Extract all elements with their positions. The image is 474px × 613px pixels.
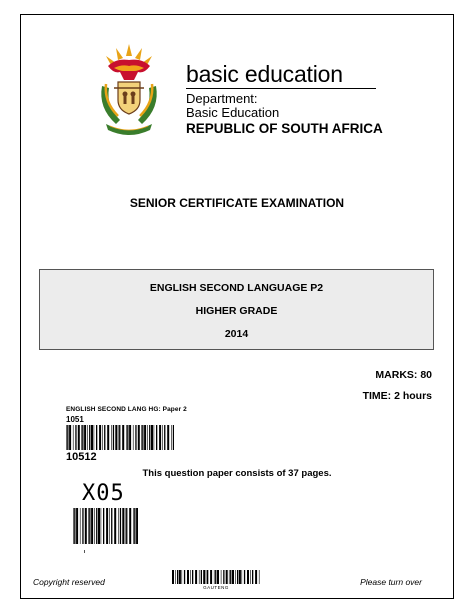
barcode-bar — [104, 425, 105, 450]
barcode-bar — [252, 570, 253, 584]
barcode-bar — [67, 425, 68, 450]
country-name: REPUBLIC OF SOUTH AFRICA — [186, 121, 383, 136]
barcode-bar — [78, 425, 80, 450]
barcode-bar — [74, 508, 75, 544]
copyright-notice: Copyright reserved — [33, 577, 105, 587]
barcode-bar — [81, 425, 82, 450]
barcode-bar — [73, 508, 74, 544]
barcode-bar — [226, 570, 228, 584]
barcode-bar — [133, 508, 134, 544]
barcode-bar — [179, 570, 181, 584]
footer-barcode-text: GAUTENG — [203, 585, 229, 590]
barcode-bar — [94, 508, 95, 544]
barcode-bar — [94, 425, 95, 450]
barcode-bar — [76, 508, 78, 544]
barcode-bar — [66, 425, 67, 450]
barcode-bar — [172, 570, 174, 584]
barcode-bar — [162, 425, 163, 450]
paper-label: ENGLISH SECOND LANG HG: Paper 2 — [66, 406, 187, 413]
department-name: Basic Education — [186, 105, 280, 120]
barcode-bar — [147, 425, 148, 450]
barcode-bar — [175, 570, 176, 584]
barcode-bar — [111, 508, 112, 544]
barcode-bar — [250, 570, 251, 584]
subject-name: ENGLISH SECOND LANGUAGE P2 — [149, 282, 324, 294]
barcode-bar — [230, 570, 231, 584]
small-mark — [84, 550, 85, 553]
barcode-bar — [242, 570, 243, 584]
barcode-bar — [207, 570, 208, 584]
barcode-bar — [106, 508, 108, 544]
barcode-bar — [80, 508, 81, 544]
barcode-bar — [119, 425, 120, 450]
barcode-bar — [122, 425, 124, 450]
barcode-bar — [103, 508, 104, 544]
barcode-bar — [84, 425, 86, 450]
barcode-bar — [187, 570, 189, 584]
exam-title: SENIOR CERTIFICATE EXAMINATION — [129, 196, 345, 210]
barcode-bar — [87, 425, 88, 450]
barcode-bar — [135, 425, 136, 450]
turn-over-notice: Please turn over — [360, 577, 422, 587]
barcode-bar — [141, 425, 142, 450]
department-header — [186, 62, 386, 137]
barcode-bar — [255, 570, 257, 584]
barcode-bar — [127, 425, 128, 450]
barcode-bar — [171, 425, 172, 450]
time-label: TIME: 2 hours — [362, 390, 432, 402]
barcode-bar — [111, 425, 112, 450]
barcode-bar — [195, 570, 197, 584]
barcode-bar — [206, 570, 207, 584]
barcode-bar — [138, 425, 140, 450]
barcode-bar — [96, 508, 97, 544]
barcode-bar — [102, 425, 103, 450]
brand-title: basic education — [186, 62, 376, 89]
barcode-bar — [122, 508, 124, 544]
barcode-bar — [232, 570, 234, 584]
paper-barcode — [66, 425, 174, 450]
barcode-bar — [223, 570, 224, 584]
barcode-bar — [91, 425, 93, 450]
barcode-bar — [118, 425, 119, 450]
barcode-bar — [69, 425, 71, 450]
barcode-bar — [133, 425, 134, 450]
paper-code: 1051 — [66, 415, 84, 424]
barcode-bar — [239, 570, 241, 584]
barcode-bar — [247, 570, 249, 584]
barcode-bar — [98, 508, 100, 544]
barcode-bar — [190, 570, 191, 584]
barcode-bar — [129, 508, 131, 544]
barcode-bar — [82, 425, 83, 450]
subject-box — [39, 269, 434, 350]
barcode-bar — [229, 570, 230, 584]
barcode-bar — [89, 425, 90, 450]
barcode-bar — [215, 570, 216, 584]
barcode-bar — [99, 425, 101, 450]
subject-year: 2014 — [224, 328, 249, 340]
barcode-bar — [82, 508, 83, 544]
barcode-bar — [101, 508, 102, 544]
barcode-bar — [126, 425, 127, 450]
barcode-bar — [156, 425, 157, 450]
barcode-bar — [118, 508, 119, 544]
barcode-bar — [73, 425, 74, 450]
barcode-bar — [151, 425, 153, 450]
barcode-bar — [173, 425, 174, 450]
barcode-bar — [244, 570, 245, 584]
barcode-bar — [184, 570, 185, 584]
pages-note: This question paper consists of 37 pages. — [142, 468, 332, 479]
barcode-bar — [134, 508, 135, 544]
barcode-bar — [88, 508, 89, 544]
barcode-bar — [89, 508, 90, 544]
barcode-bar — [217, 570, 219, 584]
barcode-bar — [136, 508, 138, 544]
barcode-bar — [235, 570, 236, 584]
barcode-bar — [85, 508, 87, 544]
barcode-bar — [96, 425, 97, 450]
barcode-bar — [109, 508, 110, 544]
barcode-bar — [177, 570, 178, 584]
paper-code-full: 10512 — [66, 451, 97, 463]
x-code-barcode — [73, 508, 138, 544]
footer-barcode — [172, 570, 260, 584]
department-label: Department: — [186, 91, 258, 106]
barcode-bar — [91, 508, 93, 544]
barcode-bar — [126, 508, 127, 544]
barcode-bar — [214, 570, 215, 584]
barcode-bar — [201, 570, 202, 584]
barcode-bar — [167, 425, 169, 450]
barcode-bar — [149, 425, 150, 450]
barcode-bar — [125, 508, 126, 544]
barcode-bar — [221, 570, 222, 584]
barcode-bar — [129, 425, 131, 450]
x-code: X05 — [82, 481, 125, 506]
barcode-bar — [154, 425, 155, 450]
barcode-bar — [114, 508, 116, 544]
barcode-bar — [142, 425, 143, 450]
barcode-bar — [237, 570, 238, 584]
barcode-bar — [113, 425, 114, 450]
barcode-bar — [164, 425, 165, 450]
marks-label: MARKS: 80 — [375, 369, 432, 381]
barcode-bar — [144, 425, 146, 450]
barcode-bar — [120, 508, 121, 544]
barcode-bar — [115, 425, 117, 450]
barcode-bar — [75, 425, 76, 450]
barcode-bar — [182, 570, 183, 584]
coat-of-arms-icon — [94, 44, 164, 136]
barcode-bar — [199, 570, 200, 584]
subject-grade: HIGHER GRADE — [195, 305, 278, 317]
barcode-bar — [210, 570, 212, 584]
barcode-bar — [259, 570, 260, 584]
barcode-bar — [203, 570, 205, 584]
barcode-bar — [192, 570, 193, 584]
barcode-bar — [159, 425, 161, 450]
barcode-bar — [107, 425, 109, 450]
